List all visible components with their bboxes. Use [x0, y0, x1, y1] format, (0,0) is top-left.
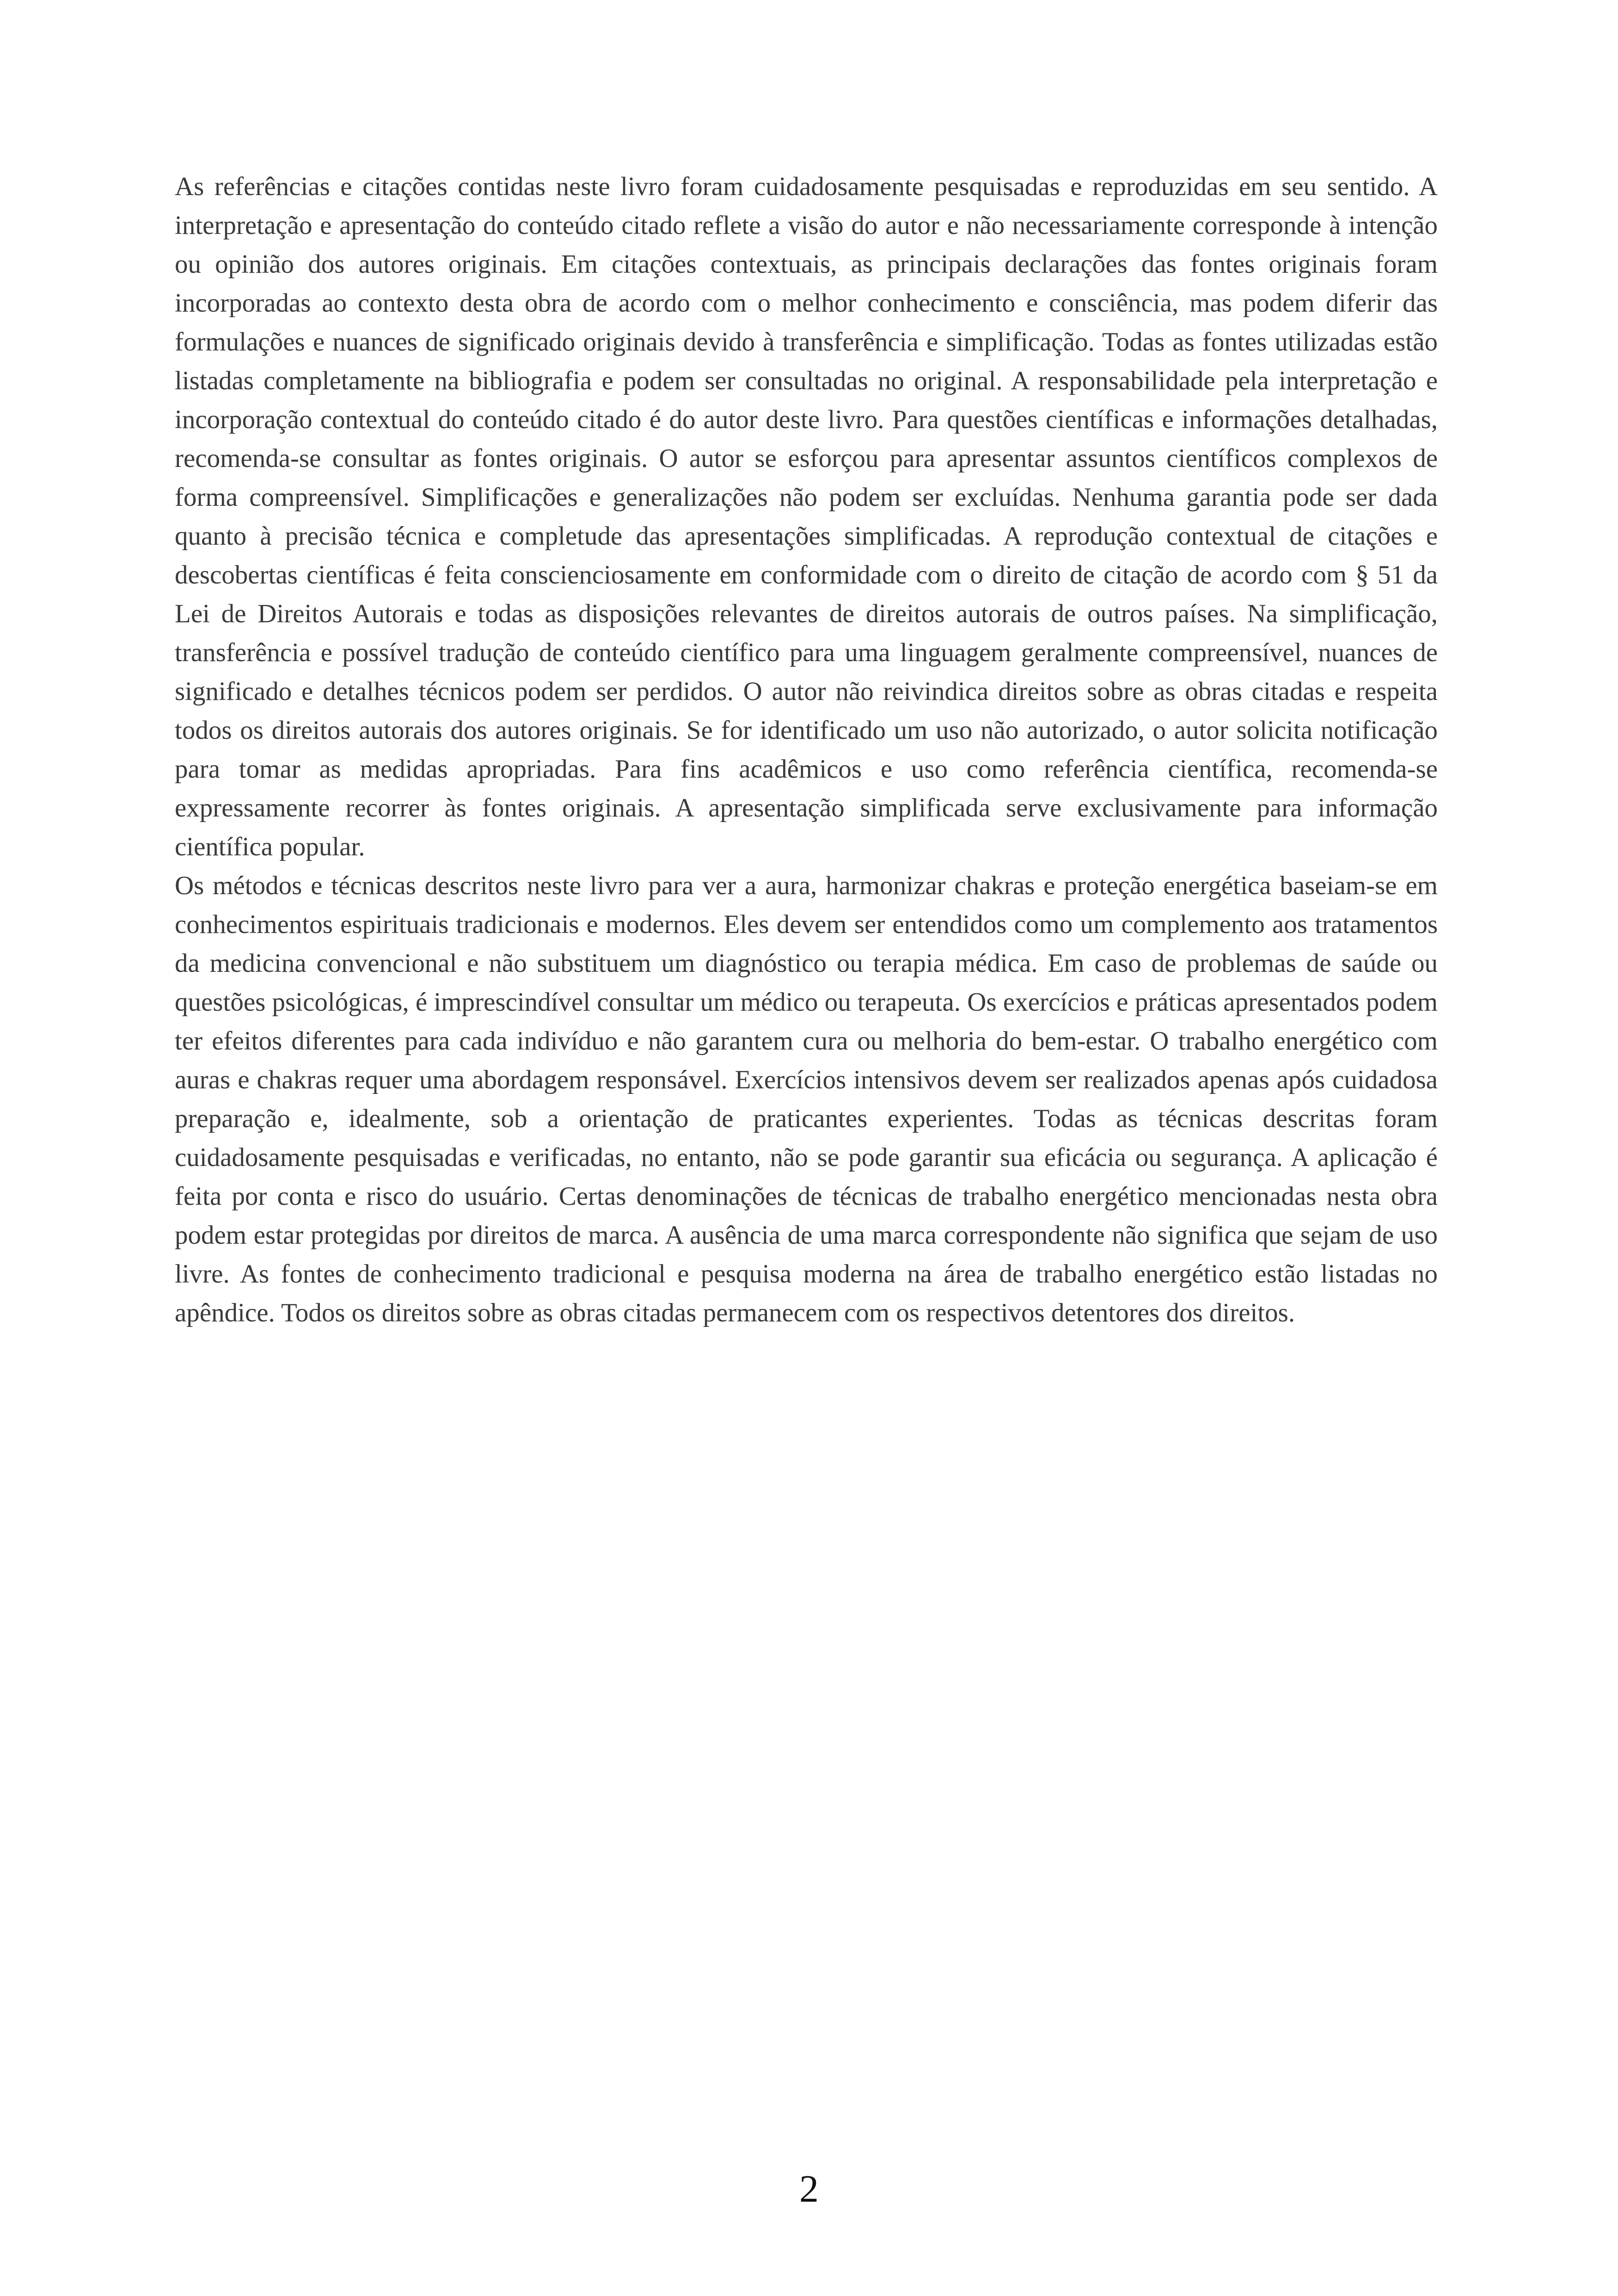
disclaimer-paragraph-citations: As referências e citações contidas neste livro foram cuidadosamente pesquisadas e reproduzidas em seu sentido. A interpretação e apresentação do conteúdo citado reflete a visão do autor e não necessariamente corresponde à intenção ou opinião dos autores originais. Em citações contextuais, as principais declarações das fontes originais foram incorporadas ao contexto desta obra de acordo com o melhor conhecimento e consciência, mas podem diferir das formulações e nuances de significado originais devido à transferência e simplificação. Todas as fontes utilizadas estão listadas completamente na bibliografia e podem ser consultadas no original. A responsabilidade pela interpretação e incorporação contextual do conteúdo citado é do autor deste livro. Para questões científicas e informações detalhadas, recomenda-se consultar as fontes originais. O autor se esforçou para apresentar assuntos científicos complexos de forma compreensível. Simplificações e generalizações não podem ser excluídas. Nenhuma garantia pode ser dada quanto à precisão técnica e completude das apresentações simplificadas. A reprodução contextual de citações e descobertas científicas é feita conscienciosamente em conformidade com o direito de citação de acordo com § 51 da Lei de Direitos Autorais e todas as disposições relevantes de direitos autorais de outros países. Na simplificação, transferência e possível tradução de conteúdo científico para uma linguagem geralmente compreensível, nuances de significado e detalhes técnicos podem ser perdidos. O autor não reivindica direitos sobre as obras citadas e respeita todos os direitos autorais dos autores originais. Se for identificado um uso não autorizado, o autor solicita notificação para tomar as medidas apropriadas. Para fins acadêmicos e uso como referência científica, recomenda-se expressamente recorrer às fontes originais. A apresentação simplificada serve exclusivamente para informação científica popular.: [175, 172, 1438, 861]
disclaimer-paragraph-energy-work: Os métodos e técnicas descritos neste livro para ver a aura, harmonizar chakras e proteção energética baseiam-se em conhecimentos espirituais tradicionais e modernos. Eles devem ser entendidos como um complemento aos tratamentos da medicina convencional e não substituem um diagnóstico ou terapia médica. Em caso de problemas de saúde ou questões psicológicas, é imprescindível consultar um médico ou terapeuta. Os exercícios e práticas apresentados podem ter efeitos diferentes para cada indivíduo e não garantem cura ou melhoria do bem-estar. O trabalho energético com auras e chakras requer uma abordagem responsável. Exercícios intensivos devem ser realizados apenas após cuidadosa preparação e, idealmente, sob a orientação de praticantes experientes. Todas as técnicas descritas foram cuidadosamente pesquisadas e verificadas, no entanto, não se pode garantir sua eficácia ou segurança. A aplicação é feita por conta e risco do usuário. Certas denominações de técnicas de trabalho energético mencionadas nesta obra podem estar protegidas por direitos de marca. A ausência de uma marca correspondente não significa que sejam de uso livre. As fontes de conhecimento tradicional e pesquisa moderna na área de trabalho energético estão listadas no apêndice. Todos os direitos sobre as obras citadas permanecem com os respectivos detentores dos direitos.: [175, 871, 1438, 1327]
page-number: 2: [799, 2167, 819, 2210]
body-text: [175, 167, 1438, 1332]
